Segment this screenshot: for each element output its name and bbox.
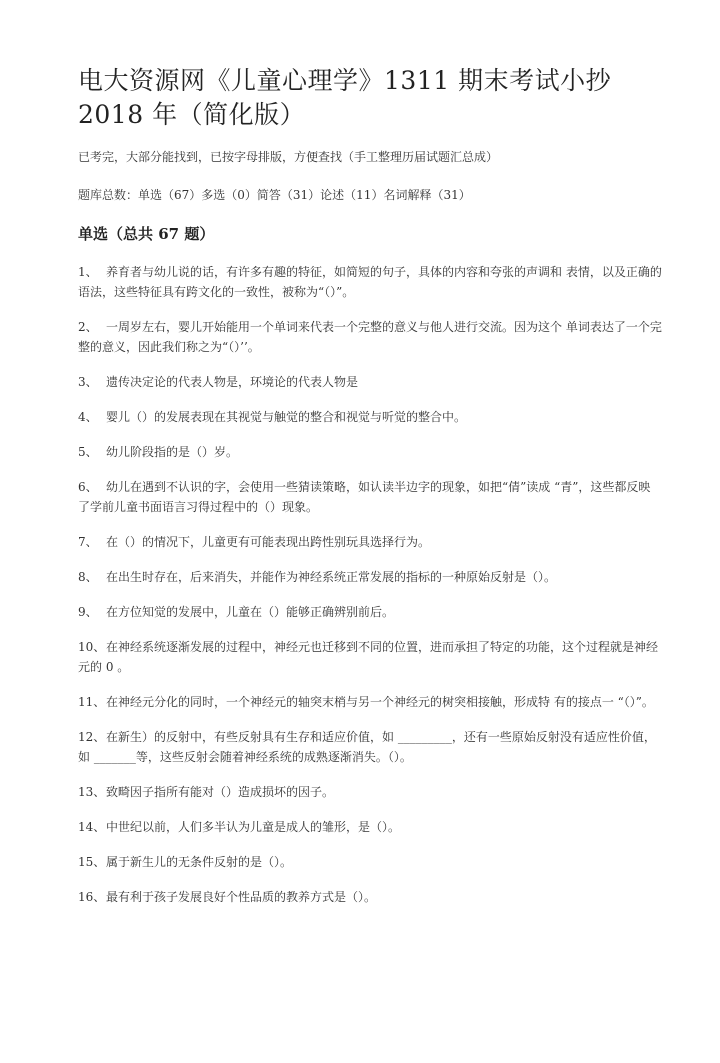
question-item <box>78 262 662 302</box>
question-text: 一周岁左右，婴儿开始能用一个单词来代表一个完整的意义与他人进行交流。因为这个 单词表达了一个完整的意义，因此我们称之为“（）’’。 <box>78 320 662 354</box>
question-list <box>78 262 662 907</box>
question-text: 在出生时存在，后来消失，并能作为神经系统正常发展的指标的一种原始反射是（）。 <box>106 570 557 584</box>
question-number: 2、 <box>78 320 98 334</box>
question-number: 6、 <box>78 480 98 494</box>
question-text: 最有利于孩子发展良好个性品质的教养方式是（）。 <box>106 890 377 904</box>
question-text: 养育者与幼儿说的话，有许多有趣的特征，如简短的句子，具体的内容和夸张的声调和 表情，以及正确的语法，这些特征具有跨文化的一致性，被称为“（）”。 <box>78 265 662 299</box>
question-item <box>78 532 662 552</box>
question-number: 12、 <box>78 730 106 744</box>
question-text: 在（）的情况下，儿童更有可能表现出跨性别玩具选择行为。 <box>106 535 431 549</box>
question-item <box>78 372 662 392</box>
question-number: 3、 <box>78 375 98 389</box>
question-number: 9、 <box>78 605 98 619</box>
question-text: 在新生）的反射中，有些反射具有生存和适应价值，如 _________，还有一些原始反射没有适应性价值，如 _______等，这些反射会随着神经系统的成熟逐渐消失。（）。 <box>78 730 656 764</box>
question-text: 遗传决定论的代表人物是，环境论的代表人物是 <box>106 375 359 389</box>
intro-note: 已考完，大部分能找到，已按字母排版，方便查找（手工整理历届试题汇总成） <box>78 150 499 164</box>
question-text: 婴儿（）的发展表现在其视觉与触觉的整合和视觉与听觉的整合中。 <box>106 410 467 424</box>
question-item <box>78 692 662 712</box>
question-number: 16、 <box>78 890 106 904</box>
question-number: 4、 <box>78 410 98 424</box>
question-item <box>78 567 662 587</box>
question-text: 中世纪以前，人们多半认为儿童是成人的雏形，是（）。 <box>106 820 401 834</box>
question-item <box>78 317 662 357</box>
question-text: 在方位知觉的发展中，儿童在（）能够正确辨别前后。 <box>106 605 395 619</box>
question-number: 1、 <box>78 265 98 279</box>
question-item <box>78 817 662 837</box>
question-number: 14、 <box>78 820 106 834</box>
document-title: 电大资源网《儿童心理学》1311 期末考试小抄 2018 年（简化版） <box>78 66 612 129</box>
question-item <box>78 727 662 767</box>
question-number: 11、 <box>78 695 106 709</box>
question-item <box>78 852 662 872</box>
question-item <box>78 782 662 802</box>
question-text: 幼儿在遇到不认识的字，会使用一些猜读策略，如认读半边字的现象，如把“倩”读成 “青”，这些都反映了学前儿童书面语言习得过程中的（）现象。 <box>78 480 651 514</box>
question-number: 8、 <box>78 570 98 584</box>
section-heading-single-choice: 单选（总共 67 题） <box>78 225 215 243</box>
question-number: 5、 <box>78 445 98 459</box>
question-item <box>78 442 662 462</box>
question-text: 在神经系统逐渐发展的过程中，神经元也迁移到不同的位置，进而承担了特定的功能，这个过程就是神经元的 0 。 <box>78 640 659 674</box>
question-number: 10、 <box>78 640 106 654</box>
question-text: 幼儿阶段指的是（）岁。 <box>106 445 239 459</box>
question-item <box>78 637 662 677</box>
question-item <box>78 602 662 622</box>
question-number: 13、 <box>78 785 106 799</box>
question-item <box>78 887 662 907</box>
question-text: 致畸因子指所有能对（）造成损坏的因子。 <box>106 785 335 799</box>
question-item <box>78 477 662 517</box>
question-number: 7、 <box>78 535 98 549</box>
question-text: 属于新生儿的无条件反射的是（）。 <box>106 855 293 869</box>
question-bank-summary: 题库总数：单选（67）多选（0）简答（31）论述（11）名词解释（31） <box>78 188 471 202</box>
question-text: 在神经元分化的同时，一个神经元的轴突末梢与另一个神经元的树突相接触，形成特 有的接点一 “（）”。 <box>106 695 654 709</box>
question-number: 15、 <box>78 855 106 869</box>
question-item <box>78 407 662 427</box>
